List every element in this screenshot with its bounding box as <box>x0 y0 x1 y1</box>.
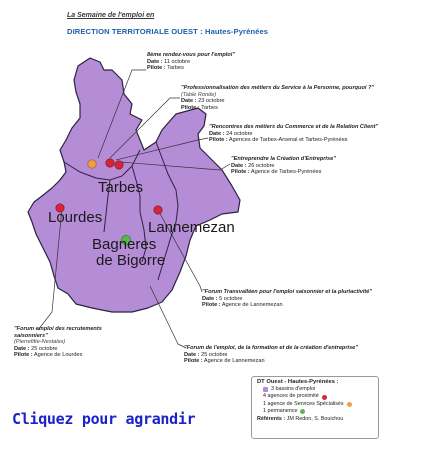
legend-item-agencies <box>257 393 373 400</box>
event-3-pilot: Agences de Tarbes-Arsenal et Tarbes-Pyrénées <box>228 137 348 144</box>
legend-referents <box>257 416 373 423</box>
marker-agency-lannemezan <box>154 206 162 214</box>
event-6-date: 25 octobre <box>31 345 58 352</box>
event-2-pilot: Tarbes <box>201 104 218 111</box>
city-label-lourdes: Lourdes <box>48 209 103 226</box>
event-3-date: 24 octobre <box>226 130 253 137</box>
legend-swatch-basins <box>263 387 268 392</box>
event-5-date: 5 octobre <box>219 295 243 302</box>
marker-specialized-tarbes <box>88 160 96 168</box>
event-5-title: "Forum Transvalléen pour l'emploi saisonnier et la pluriactivité" <box>202 289 373 295</box>
marker-agency-tarbes-1 <box>106 159 114 167</box>
legend-label-permanence: 1 permanence <box>263 407 298 414</box>
event-6-pilot-label: Pilote : <box>14 352 33 359</box>
event-1-date: 11 octobre <box>164 58 191 65</box>
event-6-subtitle: (Pierrefitte-Nestalas) <box>14 339 66 346</box>
event-1-title: 8ème rendez-vous pour l'emploi" <box>147 52 235 58</box>
event-6-pilot: Agence de Lourdes <box>33 352 83 359</box>
event-4 <box>231 156 336 176</box>
event-4-date-label: Date : <box>231 162 247 169</box>
legend-label-agencies: 4 agences de proximité <box>263 393 319 400</box>
event-2-date: 23 octobre <box>198 98 225 105</box>
event-1 <box>147 52 235 72</box>
legend-dot-permanence-icon <box>300 409 305 414</box>
event-6 <box>14 326 114 359</box>
event-7-date: 25 octobre <box>201 351 228 358</box>
legend-item-permanence <box>257 408 373 415</box>
event-5-pilot-label: Pilote : <box>202 302 221 309</box>
event-4-pilot: Agence de Tarbes-Pyrénées <box>250 169 322 176</box>
event-7 <box>184 345 358 365</box>
event-2-subtitle: (Table Ronde) <box>181 91 217 98</box>
event-7-date-label: Date : <box>184 351 200 358</box>
event-7-pilot: Agence de Lannemezan <box>203 358 265 365</box>
event-2-date-label: Date : <box>181 98 197 105</box>
legend-title: DT Ouest - Hautes-Pyrénées : <box>257 379 339 385</box>
legend-label-basins: 3 bassins d'emploi <box>271 386 316 393</box>
legend-item-basins <box>257 386 373 393</box>
legend-dot-specialized-icon <box>347 402 352 407</box>
event-1-pilot-label: Pilote : <box>147 65 166 72</box>
enlarge-link[interactable]: Cliquez pour agrandir <box>12 410 196 428</box>
legend-box <box>251 376 379 439</box>
event-3-title: "Rencontres des métiers du Commerce et de la Relation Client" <box>209 124 379 130</box>
event-1-date-label: Date : <box>147 58 163 65</box>
legend-label-specialized: 1 agence de Services Spécialisés <box>263 400 344 407</box>
event-3 <box>209 124 378 144</box>
event-4-title: "Entreprendre la Création d'Entreprise" <box>231 156 336 162</box>
event-2-pilot-label: Pilote : <box>181 104 200 111</box>
header-title-text: DIRECTION TERRITORIALE OUEST : <box>67 27 203 36</box>
event-5 <box>202 289 372 309</box>
event-3-date-label: Date : <box>209 130 225 137</box>
city-label-tarbes: Tarbes <box>98 179 144 196</box>
event-4-pilot-label: Pilote : <box>231 169 250 176</box>
event-7-pilot-label: Pilote : <box>184 358 203 365</box>
city-label-bagneres-2: de Bigorre <box>96 252 166 269</box>
event-4-date: 26 octobre <box>248 162 275 169</box>
legend-ref-value: JM Redon, S. Bouichou <box>286 416 344 423</box>
event-2-title: "Professionnalisation des métiers du Service à la Personne, pourquoi ?" <box>181 85 375 91</box>
legend-dot-agency-icon <box>322 395 327 400</box>
event-1-pilot: Tarbes <box>167 65 184 72</box>
event-3-pilot-label: Pilote : <box>209 137 228 144</box>
legend-item-specialized <box>257 401 373 408</box>
header-department: Hautes-Pyrénées <box>204 27 269 36</box>
legend-ref-label: Référents : <box>257 416 286 423</box>
city-label-lannemezan: Lannemezan <box>148 219 235 236</box>
event-7-title: "Forum de l'emploi, de la formation et de la création d'entreprise" <box>184 345 358 351</box>
event-2 <box>181 85 374 111</box>
event-5-date-label: Date : <box>202 295 218 302</box>
city-label-bagneres-1: Bagneres <box>92 236 157 253</box>
event-6-date-label: Date : <box>14 345 30 352</box>
marker-agency-tarbes-2 <box>115 161 123 169</box>
event-6-title: "Forum emploi des recrutements saisonniers" <box>14 326 102 339</box>
header-subtitle: La Semaine de l'emploi en <box>67 12 155 19</box>
event-5-pilot: Agence de Lannemezan <box>221 302 283 309</box>
